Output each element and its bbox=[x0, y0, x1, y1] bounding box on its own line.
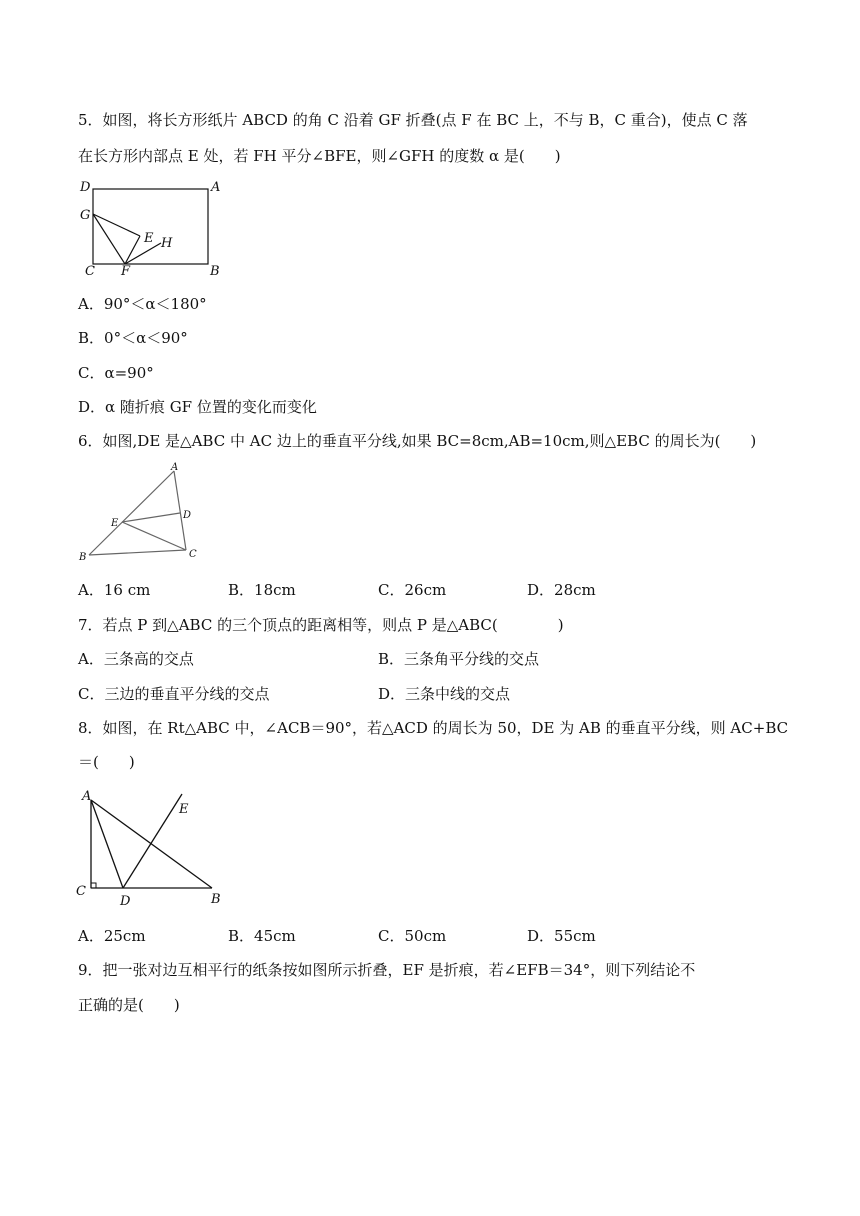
q8-label-d: D bbox=[120, 894, 131, 908]
q8-option-d: D．55cm bbox=[527, 927, 596, 945]
q5-option-c: C．α=90° bbox=[78, 364, 154, 382]
q5-label-d: D bbox=[80, 180, 91, 195]
q6-text-line1: 6．如图,DE 是△ABC 中 AC 边上的垂直平分线,如果 BC=8cm,AB=10cm,则△EBC 的周长为( ) bbox=[78, 432, 757, 450]
q5-figure bbox=[78, 176, 228, 280]
q5-label-f: F bbox=[121, 264, 131, 279]
q6-label-b: B bbox=[79, 552, 87, 563]
q6-label-e: E bbox=[111, 518, 119, 529]
q5-option-b: B．0°＜α＜90° bbox=[78, 329, 188, 347]
q8-option-b: B．45cm bbox=[228, 927, 296, 945]
q8-label-e: E bbox=[179, 802, 189, 817]
q8-text-line2: ＝( ) bbox=[78, 753, 135, 771]
q6-label-d: D bbox=[183, 510, 192, 521]
q8-label-c: C bbox=[76, 884, 86, 899]
q8-label-b: B bbox=[211, 892, 221, 907]
q6-option-d: D．28cm bbox=[527, 581, 596, 599]
q6-label-a: A bbox=[171, 462, 179, 473]
q7-option-b: B．三条角平分线的交点 bbox=[378, 650, 540, 668]
q6-option-a: A．16 cm bbox=[78, 581, 151, 599]
q9-text-line2: 正确的是( ) bbox=[78, 996, 180, 1014]
q6-figure bbox=[78, 458, 208, 566]
q8-option-a: A．25cm bbox=[78, 927, 146, 945]
q8-option-c: C．50cm bbox=[378, 927, 447, 945]
q7-option-c: C．三边的垂直平分线的交点 bbox=[78, 685, 270, 703]
q8-figure bbox=[74, 786, 234, 908]
q8-text-line1: 8．如图，在 Rt△ABC 中，∠ACB＝90°，若△ACD 的周长为 50，DE 为 AB 的垂直平分线，则 AC+BC bbox=[78, 719, 789, 737]
q5-text-line2: 在长方形内部点 E 处，若 FH 平分∠BFE，则∠GFH 的度数 α 是( ) bbox=[78, 147, 561, 165]
q5-option-d: D．α 随折痕 GF 位置的变化而变化 bbox=[78, 398, 317, 416]
q9-text-line1: 9．把一张对边互相平行的纸条按如图所示折叠，EF 是折痕，若∠EFB＝34°，则下列结论不 bbox=[78, 961, 696, 979]
q6-option-c: C．26cm bbox=[378, 581, 447, 599]
q5-label-g: G bbox=[80, 208, 91, 223]
q5-label-b: B bbox=[210, 264, 220, 279]
q7-option-a: A．三条高的交点 bbox=[78, 650, 194, 668]
q5-label-e: E bbox=[144, 231, 154, 246]
q5-option-a: A．90°＜α＜180° bbox=[78, 295, 207, 313]
q5-text-line1: 5．如图，将长方形纸片 ABCD 的角 C 沿着 GF 折叠(点 F 在 BC 上，不与 B，C 重合)，使点 C 落 bbox=[78, 111, 748, 129]
q7-text-line1: 7．若点 P 到△ABC 的三个顶点的距离相等，则点 P 是△ABC( ) bbox=[78, 616, 564, 634]
q5-label-h: H bbox=[161, 236, 173, 251]
q8-label-a: A bbox=[82, 789, 92, 804]
q7-option-d: D．三条中线的交点 bbox=[378, 685, 511, 703]
q5-label-a: A bbox=[211, 180, 221, 195]
q6-label-c: C bbox=[189, 549, 197, 560]
q5-label-c: C bbox=[85, 264, 95, 279]
q6-option-b: B．18cm bbox=[228, 581, 296, 599]
